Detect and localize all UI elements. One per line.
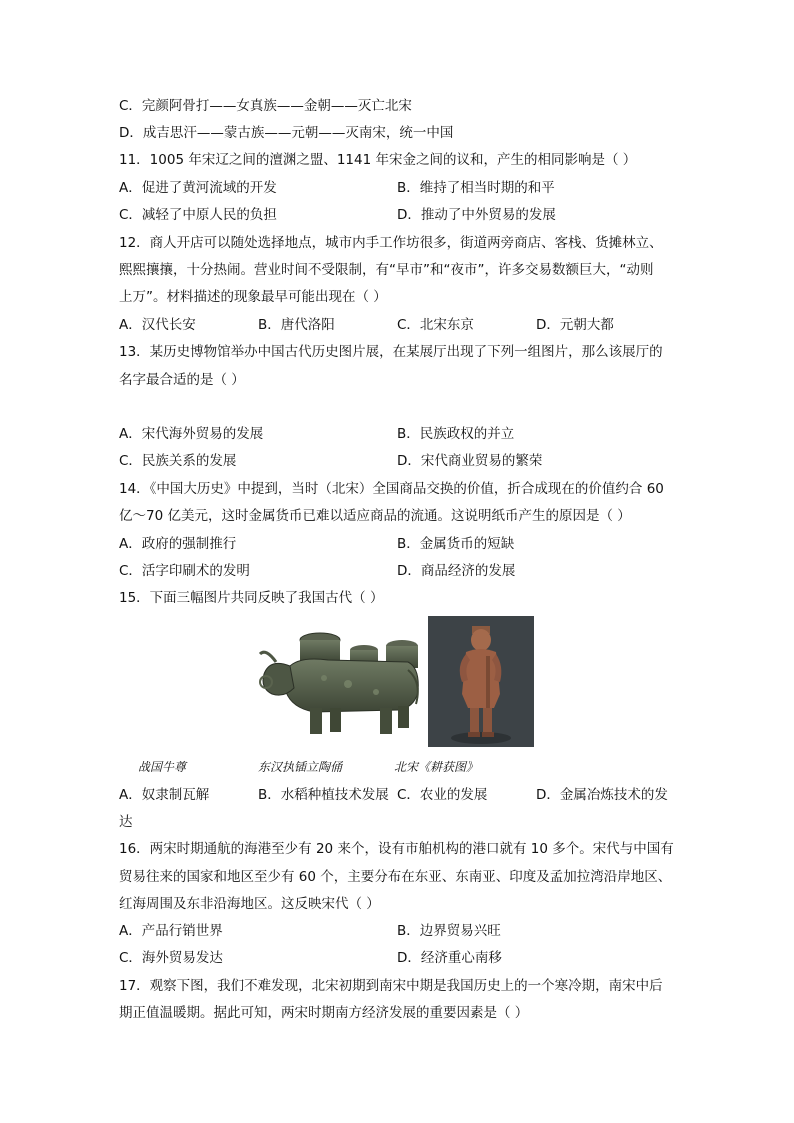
option-c-prev: C．完颜阿骨打——女真族——金朝——灭亡北宋: [119, 98, 412, 114]
q16-option-a: A．产品行销世界: [119, 923, 223, 939]
q15-option-b: B．水稻种植技术发展: [258, 787, 389, 803]
question-17-line-1: 17．观察下图，我们不难发现，北宋初期到南宋中期是我国历史上的一个寒冷期，南宋中后: [119, 978, 663, 994]
q13-option-a: A．宋代海外贸易的发展: [119, 426, 264, 442]
eastern-han-figurine-image: [428, 616, 534, 747]
bronze-ox-zun-image: [258, 622, 423, 744]
q15-option-c: C．农业的发展: [397, 787, 488, 803]
question-17-line-2: 期正值温暖期。据此可知，两宋时期南方经济发展的重要因素是（ ）: [119, 1005, 529, 1021]
q15-option-a: A．奴隶制瓦解: [119, 787, 210, 803]
q16-option-b: B．边界贸易兴旺: [397, 923, 501, 939]
q14-option-d: D．商品经济的发展: [397, 563, 516, 579]
caption-bronze-ox: 战国牛尊: [138, 760, 187, 774]
caption-painting: 北宋《耕获图》: [394, 760, 479, 774]
question-16-line-1: 16．两宋时期通航的海港至少有 20 来个，设有市舶机构的港口就有 10 多个。宋代与中国有: [119, 841, 674, 857]
q14-option-b: B．金属货币的短缺: [397, 536, 515, 552]
question-15: 15．下面三幅图片共同反映了我国古代（ ）: [119, 590, 384, 606]
q16-option-c: C．海外贸易发达: [119, 950, 223, 966]
question-14-line-1: 14．《中国大历史》中提到，当时（北宋）全国商品交换的价值，折合成现在的价值约合 60: [119, 481, 664, 497]
q14-option-a: A．政府的强制推行: [119, 536, 237, 552]
q11-option-c: C．减轻了中原人民的负担: [119, 207, 277, 223]
option-d-prev: D．成吉思汗——蒙古族——元朝——灭南宋，统一中国: [119, 125, 454, 141]
q12-option-a: A．汉代长安: [119, 317, 196, 333]
question-12-line-1: 12．商人开店可以随处选择地点，城市内手工作坊很多，街道两旁商店、客栈、货摊林立、: [119, 235, 663, 251]
q13-option-c: C．民族关系的发展: [119, 453, 237, 469]
question-14-line-2: 亿～70 亿美元，这时金属货币已难以适应商品的流通。这说明纸币产生的原因是（ ）: [119, 508, 631, 524]
question-12-line-3: 上万”。材料描述的现象最早可能出现在（ ）: [119, 289, 387, 305]
question-11: 11．1005 年宋辽之间的澶渊之盟、1141 年宋金之间的议和，产生的相同影响是（ ）: [119, 152, 637, 168]
q12-option-c: C．北宋东京: [397, 317, 474, 333]
question-16-line-2: 贸易往来的国家和地区至少有 60 个，主要分布在东亚、东南亚、印度及孟加拉湾沿岸地区、: [119, 869, 672, 885]
q15-option-d-wrap: 达: [119, 814, 133, 830]
caption-figurine: 东汉执锸立陶俑: [258, 760, 343, 774]
q11-option-d: D．推动了中外贸易的发展: [397, 207, 556, 223]
q11-option-a: A．促进了黄河流域的开发: [119, 180, 277, 196]
q16-option-d: D．经济重心南移: [397, 950, 502, 966]
q15-option-d: D．金属冶炼技术的发: [536, 787, 668, 803]
question-13-line-1: 13．某历史博物馆举办中国古代历史图片展，在某展厅出现了下列一组图片，那么该展厅的: [119, 344, 663, 360]
q12-option-d: D．元朝大都: [536, 317, 614, 333]
q13-option-d: D．宋代商业贸易的繁荣: [397, 453, 543, 469]
question-12-line-2: 熙熙攘攘，十分热闹。营业时间不受限制，有“早市”和“夜市”，许多交易数额巨大，“动则: [119, 262, 654, 278]
question-16-line-3: 红海周围及东非沿海地区。这反映宋代（ ）: [119, 896, 380, 912]
q11-option-b: B．维持了相当时期的和平: [397, 180, 555, 196]
q14-option-c: C．活字印刷术的发明: [119, 563, 250, 579]
q13-option-b: B．民族政权的并立: [397, 426, 515, 442]
question-13-line-2: 名字最合适的是（ ）: [119, 372, 245, 388]
q12-option-b: B．唐代洛阳: [258, 317, 335, 333]
